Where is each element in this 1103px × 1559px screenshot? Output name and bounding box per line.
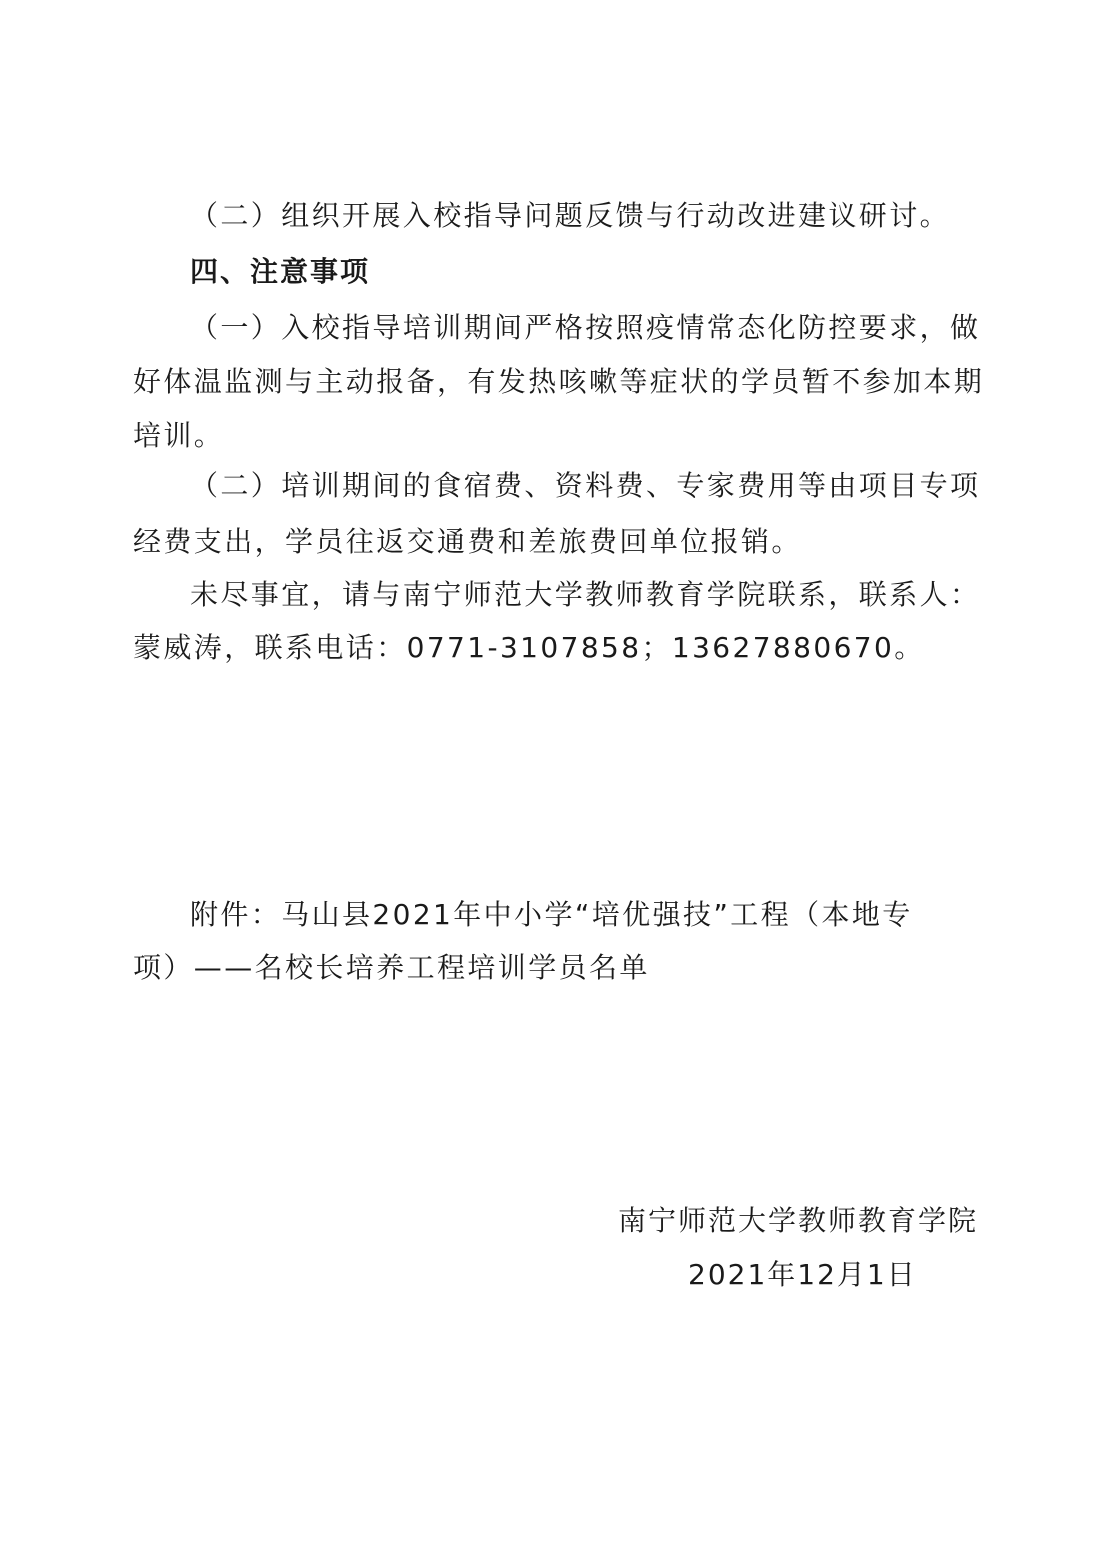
attachment-line1: 附件：马山县2021年中小学“培优强技”工程（本地专 [190, 898, 913, 931]
contact-line1: 未尽事宜，请与南宁师范大学教师教育学院联系，联系人： [190, 578, 981, 611]
attachment-line2: 项）——名校长培养工程培训学员名单 [133, 951, 650, 984]
section4-item2-line1: （二）培训期间的食宿费、资料费、专家费用等由项目专项 [190, 469, 981, 502]
signature-date: 2021年12月1日 [688, 1258, 917, 1291]
section4-item1-line1: （一）入校指导培训期间严格按照疫情常态化防控要求，做 [190, 311, 981, 344]
section4-item1-line3: 培训。 [133, 419, 225, 452]
section4-item2-line2: 经费支出，学员往返交通费和差旅费回单位报销。 [133, 525, 802, 558]
signature-org: 南宁师范大学教师教育学院 [618, 1204, 979, 1237]
contact-line2: 蒙威涛，联系电话：0771-3107858；13627880670。 [133, 631, 925, 664]
section4-item1-line2: 好体温监测与主动报备，有发热咳嗽等症状的学员暂不参加本期 [133, 365, 985, 398]
section3-item2: （二）组织开展入校指导问题反馈与行动改进建议研讨。 [190, 199, 951, 232]
section4-heading: 四、注意事项 [190, 255, 371, 288]
